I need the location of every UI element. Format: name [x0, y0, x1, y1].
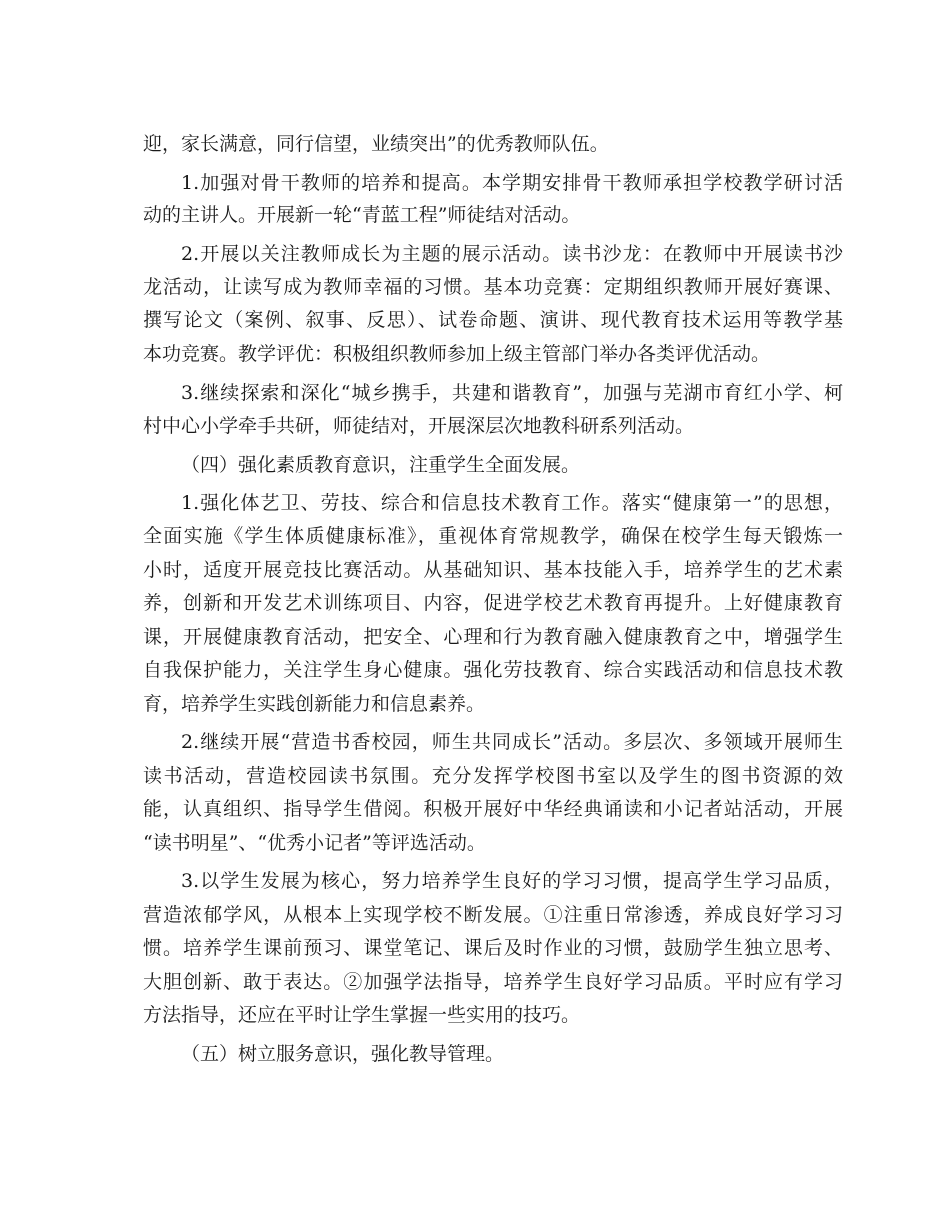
- section-heading: （四）强化素质教育意识，注重学生全面发展。: [181, 454, 581, 476]
- text-line: 能，认真组织、指导学生借阅。积极开展好中华经典诵读和小记者站活动，开展: [143, 798, 843, 820]
- text-line: 全面实施《学生体质健康标准》，重视体育常规教学，确保在校学生每天锻炼一: [143, 525, 843, 547]
- text-line: 3.继续探索和深化“城乡携手，共建和谐教育”，加强与芜湖市育红小学、柯: [181, 382, 843, 404]
- text-line: 养，创新和开发艺术训练项目、内容，促进学校艺术教育再提升。上好健康教育: [143, 592, 843, 614]
- text-line: 小时，适度开展竞技比赛活动。从基础知识、基本技能入手，培养学生的艺术素: [143, 559, 843, 581]
- text-line: 育，培养学生实践创新能力和信息素养。: [143, 693, 486, 715]
- text-line: 3.以学生发展为核心，努力培养学生良好的学习习惯，提高学生学习品质，: [181, 870, 843, 892]
- text-line: 动的主讲人。开展新一轮“青蓝工程”师徒结对活动。: [143, 204, 581, 226]
- text-line: 1.强化体艺卫、劳技、综合和信息技术教育工作。落实“健康第一”的思想，: [181, 492, 843, 514]
- text-line: 读书活动，营造校园读书氛围。充分发挥学校图书室以及学生的图书资源的效: [143, 765, 843, 787]
- text-line: 1.加强对骨干教师的培养和提高。本学期安排骨干教师承担学校教学研讨活: [181, 172, 843, 194]
- section-heading: （五）树立服务意识，强化教导管理。: [181, 1043, 505, 1065]
- text-line: 2.开展以关注教师成长为主题的展示活动。读书沙龙：在教师中开展读书沙: [181, 243, 843, 265]
- text-line: 惯。培养学生课前预习、课堂笔记、课后及时作业的习惯，鼓励学生独立思考、: [143, 937, 843, 959]
- text-line: 课，开展健康教育活动，把安全、心理和行为教育融入健康教育之中，增强学生: [143, 626, 843, 648]
- text-line: 大胆创新、敢于表达。②加强学法指导，培养学生良好学习品质。平时应有学习: [143, 971, 843, 993]
- text-line: 村中心小学牵手共研，师徒结对，开展深层次地教科研系列活动。: [143, 415, 695, 437]
- text-line: 本功竞赛。教学评优：积极组织教师参加上级主管部门举办各类评优活动。: [143, 343, 771, 365]
- text-line: 方法指导，还应在平时让学生掌握一些实用的技巧。: [143, 1004, 581, 1026]
- text-line: 撰写论文（案例、叙事、反思）、试卷命题、演讲、现代教育技术运用等教学基: [143, 309, 843, 331]
- text-line: 营造浓郁学风，从根本上实现学校不断发展。①注重日常渗透，养成良好学习习: [143, 904, 843, 926]
- text-line: “读书明星”、“优秀小记者”等评选活动。: [143, 832, 486, 854]
- text-line: 迎，家长满意，同行信望，业绩突出”的优秀教师队伍。: [143, 133, 609, 155]
- text-line: 龙活动，让读写成为教师幸福的习惯。基本功竞赛：定期组织教师开展好赛课、: [143, 276, 843, 298]
- text-line: 自我保护能力，关注学生身心健康。强化劳技教育、综合实践活动和信息技术教: [143, 659, 843, 681]
- text-line: 2.继续开展“营造书香校园，师生共同成长”活动。多层次、多领域开展师生: [181, 731, 843, 753]
